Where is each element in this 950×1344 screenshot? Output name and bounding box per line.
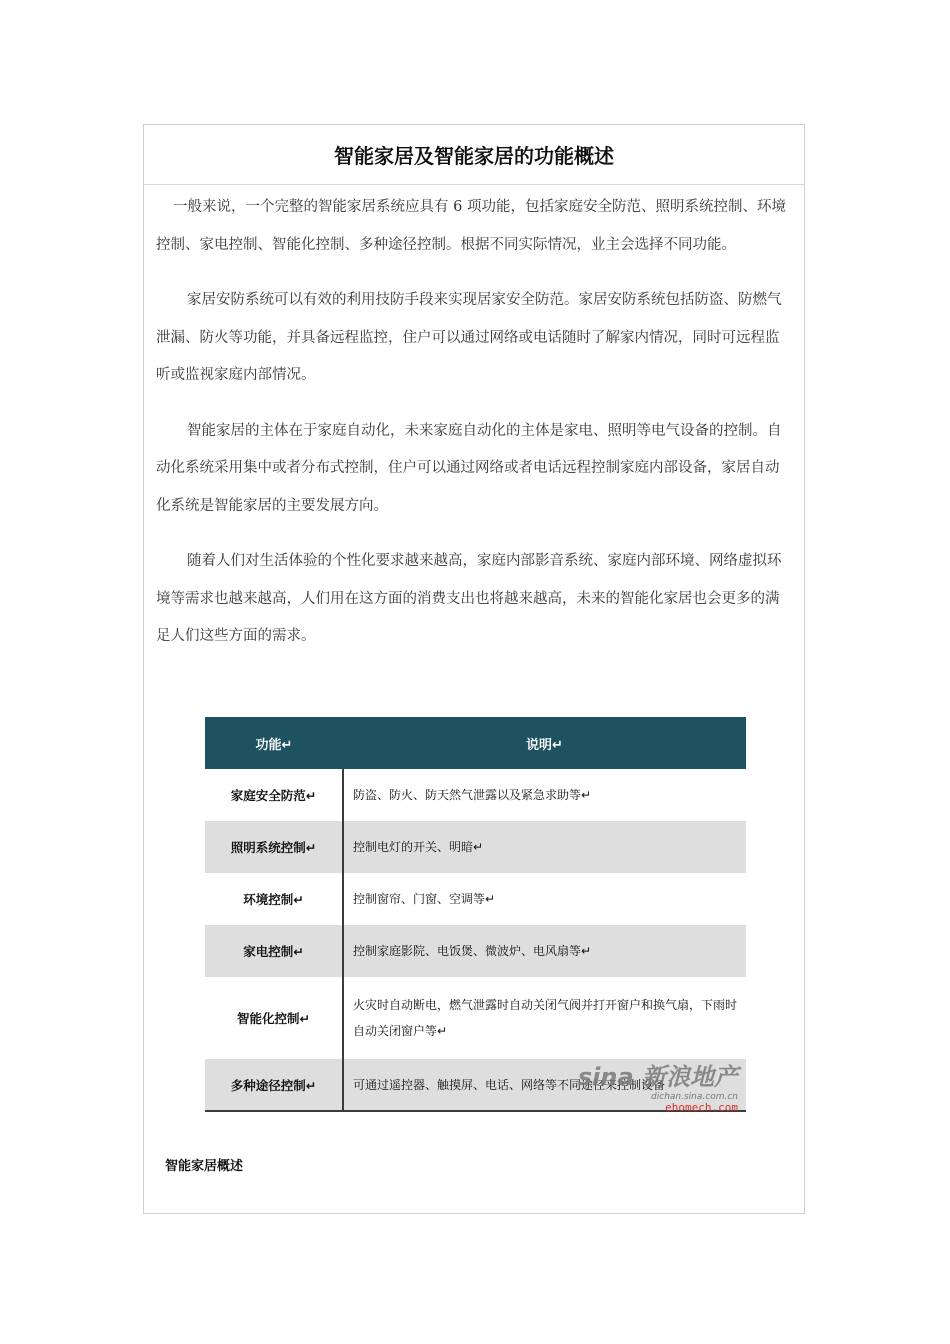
- table-row: [205, 925, 746, 977]
- article-container: [143, 124, 805, 1214]
- watermark-site: ehomech.com: [665, 1101, 738, 1114]
- watermark-domain: dichan.sina.com.cn: [651, 1092, 738, 1102]
- title-row: [144, 125, 804, 185]
- description-cell: 火灾时自动断电，燃气泄露时自动关闭气阀并打开窗户和换气扇，下雨时自动关闭窗户等↵: [353, 998, 738, 1038]
- image-caption: 智能家居概述: [165, 1159, 244, 1174]
- table-row: [205, 1059, 746, 1111]
- function-cell: 智能化控制↵: [205, 977, 343, 1059]
- function-cell: 环境控制↵: [205, 873, 343, 925]
- description-cell: 控制家庭影院、电饭煲、微波炉、电风扇等↵: [353, 944, 592, 958]
- table-header-row: [205, 717, 746, 769]
- article-title: 智能家居及智能家居的功能概述: [334, 144, 614, 168]
- table-row: [205, 769, 746, 821]
- function-cell: 家庭安全防范↵: [205, 769, 343, 821]
- description-cell: 控制电灯的开关、明暗↵: [353, 840, 484, 854]
- paragraph-security: 家居安防系统可以有效的利用技防手段来实现居家安全防范。家居安防系统包括防盗、防燃气泄漏、防火等功能，并具备远程监控，住户可以通过网络或电话随时了解家内情况，同时可远程监听或监视家庭内部情况。: [156, 292, 782, 383]
- header-description: 说明↵: [343, 717, 746, 769]
- table-row: [205, 821, 746, 873]
- sina-logo: sina 新浪地产: [577, 1063, 738, 1091]
- function-cell: 照明系统控制↵: [205, 821, 343, 873]
- table-row: [205, 873, 746, 925]
- function-table-image: [205, 717, 746, 1112]
- function-cell: 多种途径控制↵: [205, 1059, 343, 1111]
- paragraph-future: 随着人们对生活体验的个性化要求越来越高，家庭内部影音系统、家庭内部环境、网络虚拟环境等需求也越来越高，人们用在这方面的消费支出也将越来越高，未来的智能化家居也会更多的满足人们这些方面的需求。: [156, 553, 782, 644]
- description-cell: 防盗、防火、防天然气泄露以及紧急求助等↵: [353, 788, 592, 802]
- paragraph-automation: 智能家居的主体在于家庭自动化，未来家庭自动化的主体是家电、照明等电气设备的控制。自动化系统采用集中或者分布式控制，住户可以通过网络或者电话远程控制家庭内部设备，家居自动化系统是智能家居的主要发展方向。: [156, 422, 782, 514]
- function-cell: 家电控制↵: [205, 925, 343, 977]
- article-body: [144, 189, 804, 656]
- paragraph-intro: 一般来说，一个完整的智能家居系统应具有 6 项功能，包括家庭安全防范、照明系统控制、环境控制、家电控制、智能化控制、多种途径控制。根据不同实际情况，业主会选择不同功能。: [156, 199, 786, 253]
- header-function: 功能↵: [205, 717, 343, 769]
- description-cell: 可通过遥控器、触摸屏、电话、网络等不同途径来控制设备: [343, 1059, 746, 1111]
- description-cell: 控制窗帘、门窗、空调等↵: [353, 892, 496, 906]
- table-row: [205, 977, 746, 1059]
- function-table: [205, 717, 746, 1112]
